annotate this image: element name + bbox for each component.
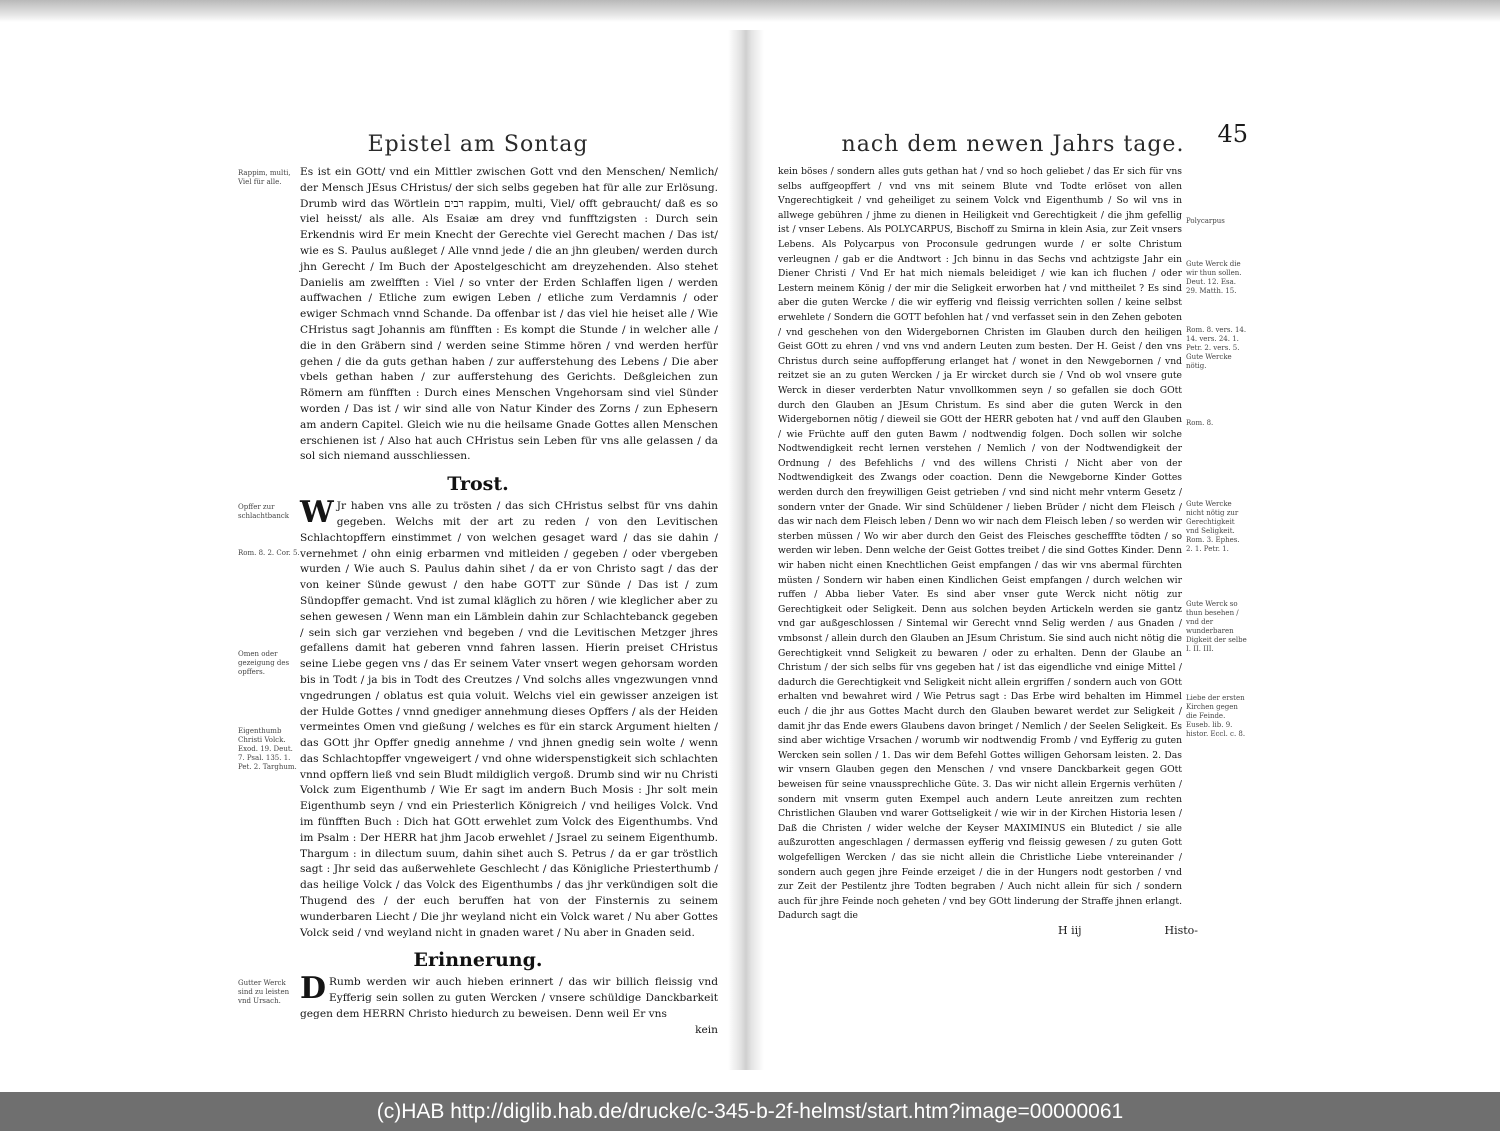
margin-note-ursachen: Gute Werck so thun besehen / vnd der wunderbaren Digkeit der selbe I. II. III.: [1186, 600, 1247, 653]
left-page-heading: Epistel am Sontag: [367, 132, 589, 157]
margin-note-eigenthumb: Eigenthumb Christi Volck. Exod. 19. Deut. 7. Psal. 135. 1. Pet. 2. Targhum.: [238, 727, 297, 772]
left-paragraph-3: [238, 971, 718, 1038]
left-body-text-1: Es ist ein GOtt/ vnd ein Mittler zwischen Gott vnd den Menschen/ Nemlich/ der Mensch JEsus CHristus/ der sich selbs gegeben hat für alle zur Erlösung. Drumb wird das Wörtlein רבים rappim, multi, Viel/ offt gebraucht/ daß es so viel heisst/ als alle. Als Esaiæ am drey vnd funfftzigsten : Durch sein Erkendnis wird Er mein Knecht der Gerechte viel Gerecht machen / Das ist/ wie es S. Paulus außleget / Alle vnnd jede / die an jhn gleuben/ werden durch jhn Gerecht / Im Buch der Apostelgeschicht am dreyzehenden. Also stehet Danielis am zwelfften : Viel / so vnter der Erden Schlaffen ligen / werden auffwachen / Etliche zum ewigen Leben / etliche zum Verdamnis / oder ewiger Schmach vnnd Schande. Da offenbar ist / das viel hie heiset alle / Wie CHristus sagt Johannis am fünfften : Es kompt die Stunde / in welcher alle / die in den Gräbern sind / werden seine Stimme hören / vnd werden herfür gehen / die da guts gethan haben / zur aufferstehung des Lebens / Die aber vbels gethan haben / zur aufferstehung des Gerichts. Deßgleichen zun Römern am fünfften : Durch eines Menschen Vngehorsam sind viel Sünder worden / Das ist / wir sind alle von Natur Kinder des Zorns / zun Ephesern am andern Capitel. Gleich wie nu die heilsame Gnade Gottes allen Menschen erschienen ist / Also hat auch CHristus sein Leben für vns alle gelassen / da sol sich niemand ausschliessen.: [300, 166, 718, 463]
right-body-text: kein böses / sondern alles guts gethan hat / vnd so hoch geliebet / das Er sich für vns selbs auffgeopffert / vnd vns mit seinem Blute vnd Todte erlöset von allen Vngerechtigkeit / vnd geheiliget zu seinem Volck vnd Eigenthumb / So wil vns in allwege gebühren / jhme zu dienen in Heiligkeit vnd Gerechtigkeit / die jhm gefellig ist / vnser Lebens. Als POLYCARPUS, Bischoff zu Smirna in klein Asia, zur Zeit vnsers Lebens. Als Polycarpus von Proconsule gedrungen wurde / er solte Christum verleugnen / gab er die Andtwort : Jch binnu in das Sechs vnd achtzigste Jahr ein Diener Christi / Vnd Er hat mich niemals beleidiget / wie kan ich fluchen / oder Lestern meinem König / der mir die Seligkeit erworben hat / vnd mittheilet ? Es sind aber die guten Wercke / die wir eyfferig vnd fleissig verrichten sollen / keine selbst erwehlete / Sondern die GOTT befohlen hat / vnd verfasset sein in den Zehen geboten / vnd geschehen von den Widergebornen Christen im Glauben durch den heiligen Geist GOtt zu ehren / vnd vns vnd andern Leuten zum besten. Der H. Geist / den vns Christus durch seine auffopfferung erlanget hat / wonet in den Newgebornen / vnd reitzet sie an zu guten Wercken / ja Er wircket durch sie / Vnd ob wol vnsere gute Werck in dieser verderbten Natur vnvollkommen seyn / so gefallen sie doch GOtt durch den Glauben an JEsum Christum. Es sind aber die guten Werck in den Widergebornen nötig / dieweil sie GOtt der HERR geboten hat / vnd auff den Glauben / wie Früchte auff den guten Bawm / nodtwendig folgen. Doch sollen wir solche Nodtwendigkeit recht lernen verstehen / Nemlich / von der Nodtwendigkeit der Ordnung / des Befehlichs / vnd des willens Christi / Nicht aber von der Nodtwendigkeit des Zwangs oder coaction. Denn die Newgeborne Kinder Gottes werden durch den freywilligen Geist getrieben / vnd sind nicht mehr vnterm Gesetz / sondern vnter der Gnade. Wir sind Schüldener / lieben Brüder / nicht dem Fleisch / das wir nach dem Fleisch leben / Denn wo wir nach dem Fleisch leben / so werden wir sterben müssen / Wo wir aber durch den Geist des Fleisches geschefffte tödten / so werden wir leben. Denn welche der Geist Gottes treibet / die sind Gottes Kinder. Denn wir haben nicht einen Knechtlichen Geist empfangen / das wir vns abermal fürchten müsten / Sondern wir haben einen Kindlichen Geist empfangen / durch welchen wir ruffen / Abba lieber Vater. Es sind aber vnser gute Werck nicht nötig zur Gerechtigkeit oder Seligkeit. Denn aus solchen beyden Artickeln werden sie gantz vnd gar außgeschlossen / Sintemal wir Gerecht vnnd Selig werden / aus Gnaden / vmbsonst / allein durch den Glauben an JEsum Christum. Sie sind auch nicht nötig die Gerechtigkeit vnnd Seligkeit zu bewaren / oder zu erhalten. Denn der Glaube an Christum / der sich selbs für vns gegeben hat / ist das eigendliche vnd einige Mittel / dadurch die Gerechtigkeit vnd Seligkeit nicht allein ergriffen / sondern auch von GOtt erhalten vnd bewahret wird / Wie Petrus sagt : Das Erbe wird behalten im Himmel euch / die jhr aus Gottes Macht durch den Glauben bewaret werdet zur Seligkeit / damit jhr das Ende ewers Glaubens davon bringet / Nemlich / der Seelen Seligkeit. Es sind aber wichtige Vrsachen / worumb wir nodtwendig Fromb / vnd Eyfferig zu guten Wercken sein sollen / 1. Das wir dem Befehl Gottes willigen Gehorsam leisten. 2. Das wir vnsern Glauben gegen den Menschen / vnd vnsere Danckbarkeit gegen GOtt beweisen für seine vnaussprechliche Güte. 3. Das wir nicht allein Ergernis verhüten / sondern mit vnserm guten Exempel auch andern Leute anreitzen zum rechten Christlichen Glauben vnd warer Gottseligkeit / wie wir in der Kirchen Historia lesen / Daß die Christen / wider welche der Keyser MAXIMINUS ein Blutedict / sie alle außzurotten angeschlagen / dermassen eyfferig vnd fleissig gewesen / zu guten Gott wolgefelligen Wercken / das sie nicht allein die Christliche Liebe vntereinander / sondern auch gegen jhre Feinde erzeiget / die in der Hungers nodt gestorben / vnd zur Zeit der Pestilentz jhre Todten begraben / Auch nicht allein für sich / sondern auch für jhre Feinde noch geheten / vnd bey GOtt linderung der Straffe jhnen erlangt. Dadurch sagt die: [778, 166, 1182, 922]
left-margin-note-3: Gutter Werck sind zu leisten vnd Ursach.: [238, 979, 290, 1006]
right-page-heading: nach dem newen Jahrs tage.: [841, 132, 1185, 157]
copyright-url-text: (c)HAB http://diglib.hab.de/drucke/c-345-b-2f-helmst/start.htm?image=00000061: [376, 1099, 1124, 1123]
left-paragraph-2: [238, 495, 718, 941]
right-catchword: Histo-: [1164, 923, 1198, 937]
margin-note-opffer: Opffer zur schlachtbanck: [238, 503, 289, 521]
margin-note-nicht-noetig: Gute Wercke nicht nötig zur Gerechtigkeit vnd Seligkeit. Rom. 3. Ephes. 2. 1. Petr. 1.: [1186, 500, 1240, 553]
left-body-text-2: [300, 495, 718, 941]
right-page-footer-line: [778, 924, 1198, 937]
dropcap-d: D: [300, 971, 327, 1007]
margin-note-omen: Omen oder gezeigung des opffers.: [238, 650, 290, 677]
page-number: 45: [1217, 120, 1248, 148]
left-paragraph-1: [238, 165, 718, 465]
margin-note-gute-werck: Gute Werck die wir thun sollen. Deut. 12. Esa. 29. Matth. 15.: [1186, 260, 1242, 295]
margin-note-rom-8: Rom. 8. vers. 14. 14. vers. 24. 1. Petr. 2. vers. 5. Gute Wercke nötig.: [1186, 326, 1247, 370]
scan-top-edge: [0, 0, 1500, 22]
right-margin-notes: [1182, 165, 1248, 739]
margin-note-polycarpus: Polycarpus: [1186, 217, 1225, 225]
left-body-text-3: [300, 971, 718, 1038]
erinnerung-text: Rumb werden wir auch hieben erinnert / das wir billich fleissig vnd Eyfferig sein sollen zu guten Wercken / vnsere schüldige Danckbarkeit gegen dem HERRN Christo hiedurch zu beweisen. Denn weil Er vns: [300, 976, 718, 1021]
right-paragraph-1: [778, 165, 1248, 924]
left-margin-notes-2: [238, 499, 300, 772]
left-page: [238, 118, 718, 1039]
left-catchword: kein: [695, 1023, 718, 1036]
trost-text: Jr haben vns alle zu trösten / das sich CHristus selbst für vns dahin gegeben. Welchs mit der art zu reden / von den Levitischen Schlachtopffern einstimmet / von welchen gesaget ward / das sie dahin / vernehmet / ohn einig erbarmen vnd mitleiden / gegeben / oder vbergeben wurden / Wie auch S. Paulus dahin sihet / da er von Christo sagt / das der von keiner Sünde gewust / den habe GOTT zur Sünde / Das ist / zum Sündopffer gemacht. Vnd ist zumal kläglich zu hören / wie kleglicher aber zu sehen gewesen / Wenn man ein Lämblein dahin zur Schlachtebanck gegeben / sein sich gar verziehen vnd begeben / vnd die Levitischen Metzger jhres gefallens damit hat geberen vnnd fahren lassen. Hierin preiset CHristus seine Liebe gegen vns / das Er seinem Vater vnsert wegen gehorsam worden bis in Todt / ja bis in Todt des Creutzes / Vnd solchs alles vngezwungen vnnd vngedrungen / oblatus est quia voluit. Welchs viel ein gewisser anzeigen ist der Hulde Gottes / vnnd gnediger annehmung dieses Opffers / als der Heiden vermeintes Omen vnd gießung / welches es für ein starck Argument hielten / das GOtt jhr Opffer gnedig annehme / vnd jhnen gnedig sein wolte / wenn das Schlachtopffer vngeweigert / vnd ohne widerspenstigkeit sich schlachten vnnd opffern ließ vnd sein Bludt mildiglich vergoß. Drumb sind wir nu Christi Volck zum Eigenthumb / Wie Er sagt im andern Buch Mosis : Jhr solt mein Eigenthumb seyn / vnd ein Priesterlich Königreich / vnd heiliges Volck. Vnd im fünfften Buch : Dich hat GOtt erwehlet zum Volck des Eigenthumbs. Vnd im Psalm : Der HERR hat jhm Jacob erwehlet / Jsrael zu seinem Eigenthumb. Thargum : in dilectum suum, dahin sihet auch S. Petrus / da er gar tröstlich sagt : Jhr seid das außerwehlete Geschlecht / das Königliche Priesterthumb / das heilige Volck / das Volck des Eigenthumbs / das jhr verkündigen solt die Thugend des / der euch beruffen hat von der Finsternis zu seinem wunderbaren Liecht / Die jhr weyland nicht ein Volck waret / Nu aber Gottes Volck seid / vnd weyland nicht in gnaden waret / Nu aber in Gnaden seid.: [300, 500, 718, 939]
right-page: [778, 118, 1248, 937]
book-spine: [728, 30, 764, 1070]
section-title-erinnerung: Erinnerung.: [413, 949, 543, 972]
margin-note-rom: Rom. 8. 2. Cor. 5.: [238, 549, 300, 558]
section-title-trost: Trost.: [447, 473, 509, 496]
signature-mark: H iij: [1058, 923, 1082, 937]
margin-note-rom-8b: Rom. 8.: [1186, 419, 1214, 427]
dropcap-w: W: [300, 495, 334, 531]
copyright-footer: [0, 1092, 1500, 1131]
left-margin-note-1: Rappim, multi, Viel für alle.: [238, 169, 291, 186]
margin-note-liebe: Liebe der ersten Kirchen gegen die Feinde. Euseb. lib. 9. histor. Eccl. c. 8.: [1186, 694, 1246, 738]
